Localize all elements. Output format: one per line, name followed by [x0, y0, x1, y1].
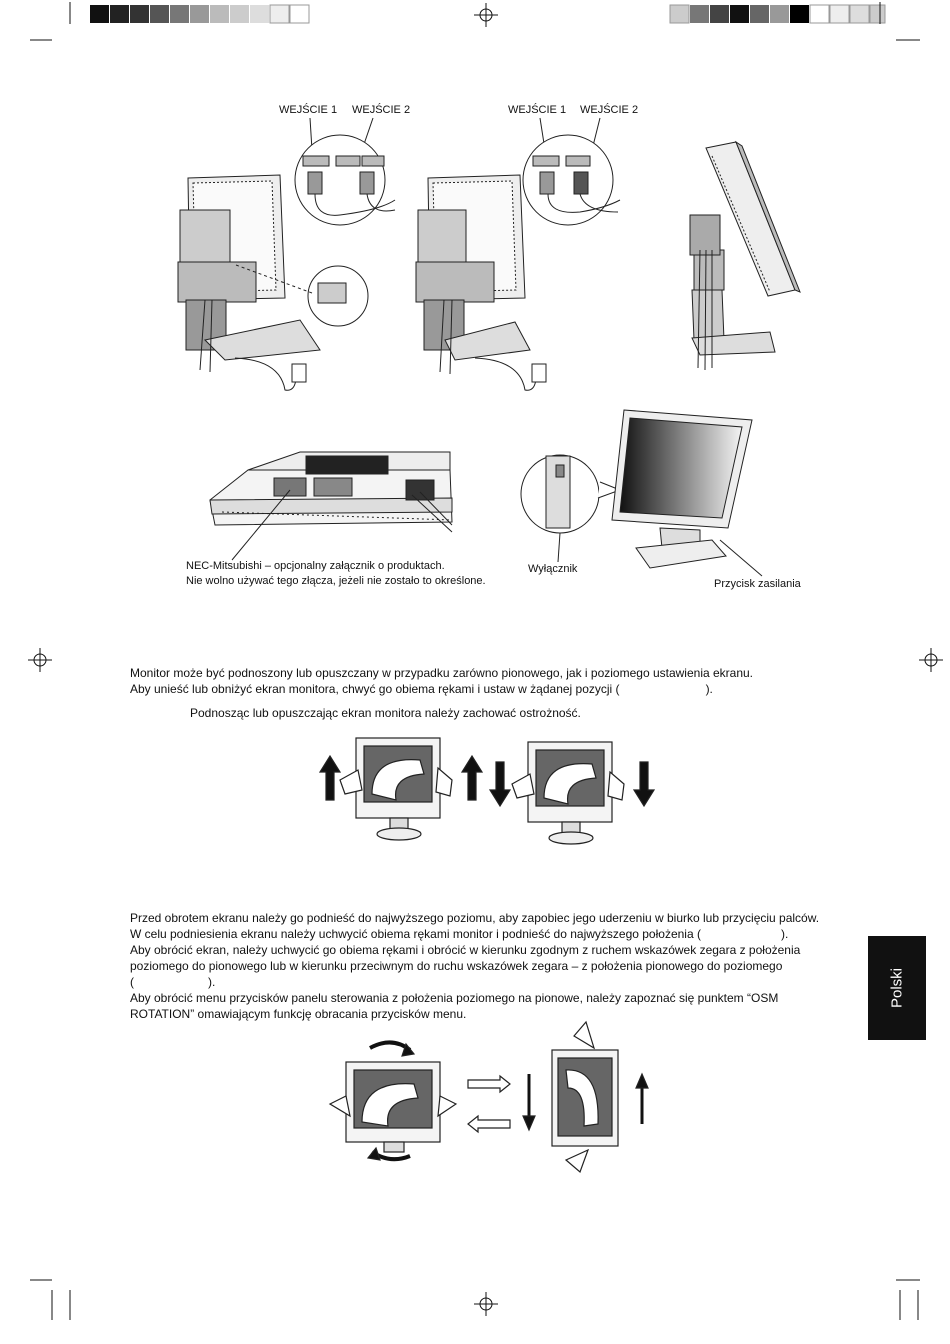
rotation-line6: Aby obrócić menu przycisków panelu sterowania z położenia poziomego na pionowe, należy zapoznać się punktem “OSM	[130, 991, 779, 1005]
language-tab-label: Polski	[888, 967, 906, 1009]
color-bar-left	[90, 5, 309, 23]
illustration-rotation	[330, 1022, 648, 1172]
height-line2-start: Aby unieść lub obniżyć ekran monitora, chwyć go obiema rękami i ustaw w żądanej pozycji (	[130, 682, 620, 696]
rotation-line2-end: ).	[780, 927, 789, 941]
illustration-cable-connection-left	[178, 118, 395, 390]
rotation-line5-end: ).	[208, 975, 216, 989]
illustration-side-view	[690, 142, 800, 370]
nec-caption-line2: Nie wolno używać tego złącza, jeżeli nie zostało to określone.	[186, 575, 486, 587]
height-line2	[130, 681, 830, 697]
language-tab	[868, 936, 926, 1040]
height-caution: Podnosząc lub opuszczając ekran monitora należy zachować ostrożność.	[190, 706, 581, 720]
rotation-line5-start: (	[130, 975, 134, 989]
input-1-label-left: WEJŚCIE 1	[279, 104, 338, 116]
power-switch-label: Wyłącznik	[528, 563, 578, 575]
height-line1: Monitor może być podnoszony lub opuszczany w przypadku zarówno pionowego, jak i poziomego ustawienia ekranu.	[130, 666, 754, 680]
rotation-line1: Przed obrotem ekranu należy go podnieść do najwyższego poziomu, aby zapobiec jego uderzeniu w biurko lub przycięciu palców.	[130, 911, 820, 925]
input-2-label-left: WEJŚCIE 2	[352, 104, 411, 116]
illustration-height-adjust	[320, 738, 654, 844]
registration-target-right	[919, 648, 943, 672]
registration-target-bottom	[474, 1292, 498, 1316]
input-2-label-right: WEJŚCIE 2	[580, 104, 639, 116]
registration-target-top	[474, 3, 498, 27]
rotation-section	[130, 910, 850, 1022]
rotation-line2	[130, 926, 850, 942]
power-button-label: Przycisk zasilania	[714, 578, 801, 590]
input-1-label-right: WEJŚCIE 1	[508, 104, 567, 116]
illustration-cable-connection-right	[416, 118, 620, 390]
rotation-line3: Aby obrócić ekran, należy uchwycić go obiema rękami i obrócić w kierunku zgodnym z ruchem wskazówek zegara z położenia	[130, 943, 801, 957]
height-adjust-section	[130, 665, 830, 697]
rotation-line5	[130, 974, 850, 990]
illustration-connector-panel	[210, 452, 452, 560]
nec-caption-line1: NEC-Mitsubishi – opcjonalny załącznik o produktach.	[186, 560, 445, 572]
illustration-power-switch	[521, 455, 620, 562]
rotation-line2-start: W celu podniesienia ekranu należy uchwycić obiema rękami monitor i podnieść do najwyższego położenia (	[130, 927, 701, 941]
color-bar-right	[670, 5, 885, 23]
height-line2-end: ).	[705, 682, 713, 696]
rotation-line4: poziomego do pionowego lub w kierunku przeciwnym do ruchu wskazówek zegara – z położenia pionowego do poziomego	[130, 959, 783, 973]
illustration-monitor-front	[612, 410, 762, 576]
registration-target-left	[28, 648, 52, 672]
rotation-line7: ROTATION” omawiającym funkcję obracania przycisków menu.	[130, 1007, 467, 1021]
